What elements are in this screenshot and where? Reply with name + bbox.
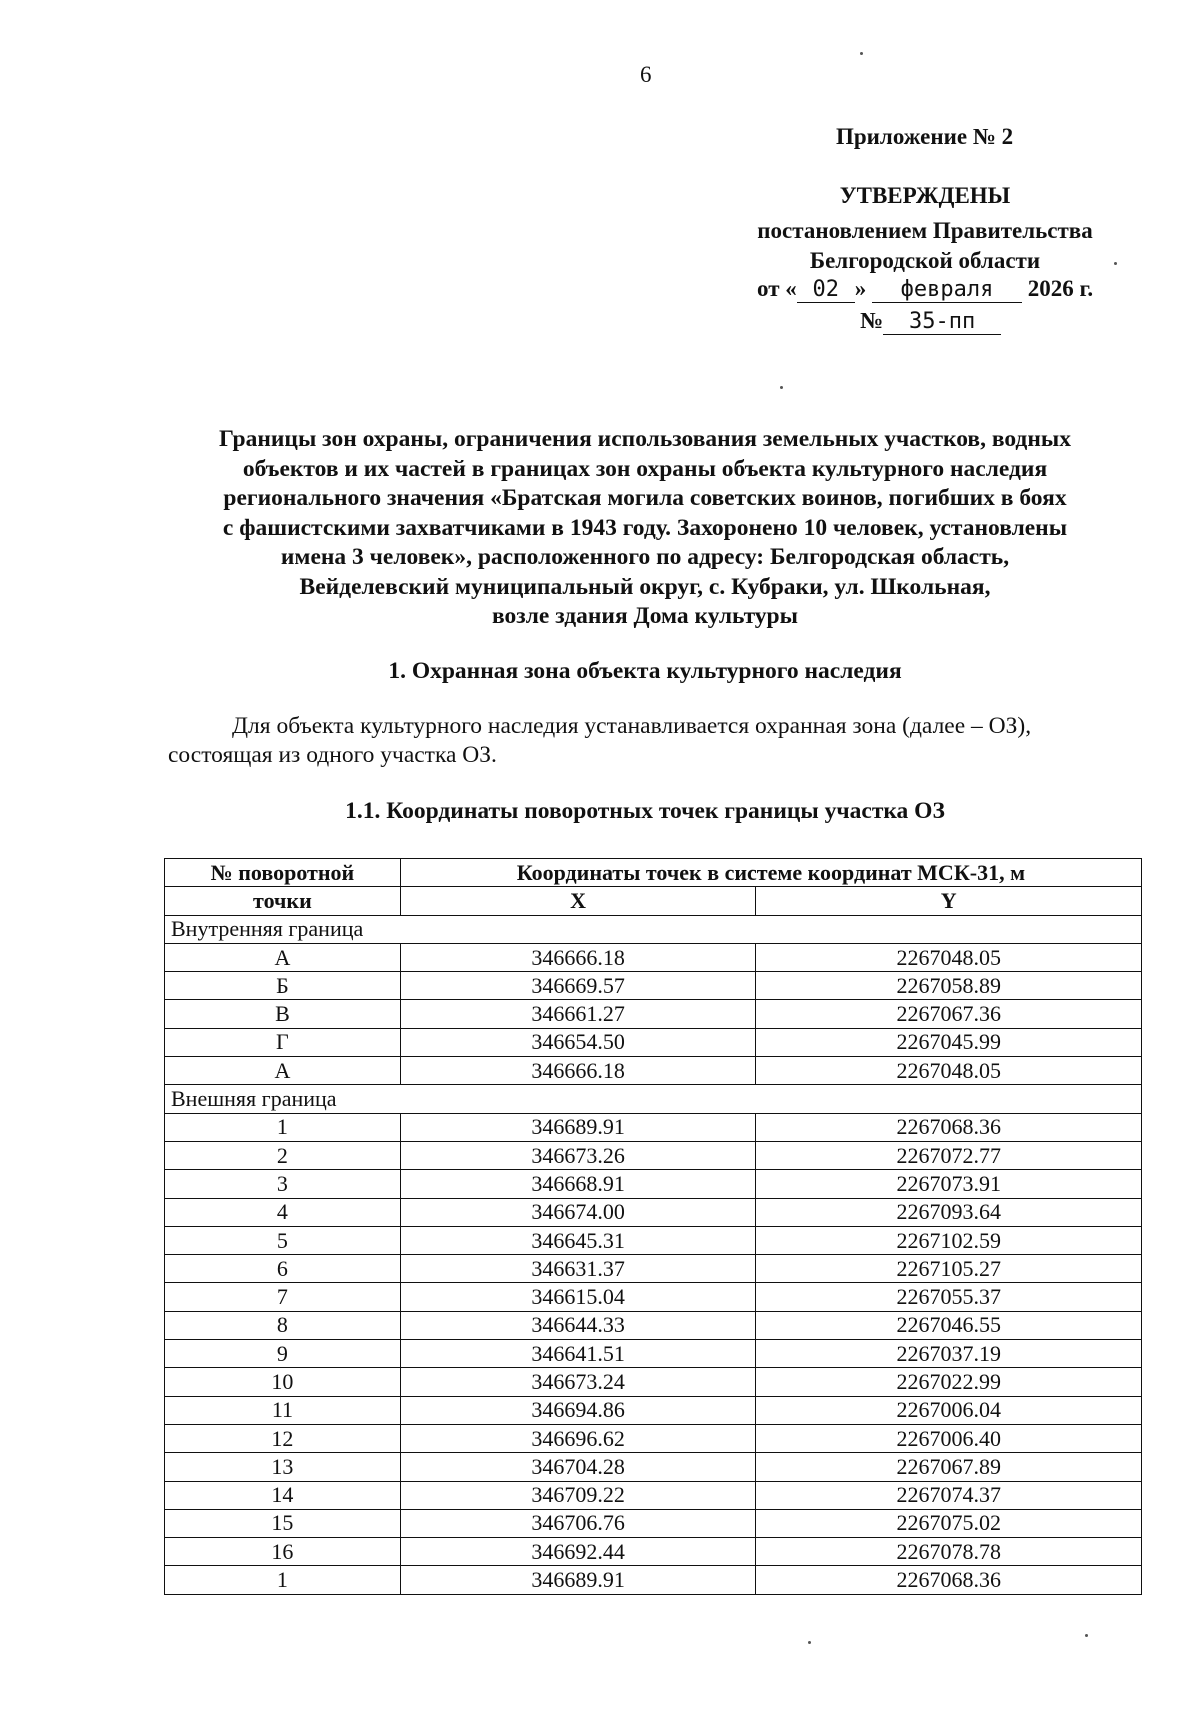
x-cell: 346704.28 bbox=[400, 1453, 756, 1481]
paragraph-line-2: состоящая из одного участка ОЗ. bbox=[168, 742, 497, 768]
section-name-cell: Внутренняя граница bbox=[165, 915, 1142, 943]
x-cell: 346674.00 bbox=[400, 1198, 756, 1226]
point-cell: 6 bbox=[165, 1255, 401, 1283]
table-row bbox=[165, 1396, 1142, 1424]
document-title bbox=[150, 425, 1140, 632]
x-cell: 346666.18 bbox=[400, 943, 756, 971]
date-month: февраля bbox=[872, 278, 1022, 303]
section-row bbox=[165, 915, 1142, 943]
header-y-cell: Y bbox=[756, 887, 1142, 915]
title-line: Границы зон охраны, ограничения использования земельных участков, водных bbox=[219, 426, 1071, 452]
y-cell: 2267078.78 bbox=[756, 1538, 1142, 1566]
y-cell: 2267022.99 bbox=[756, 1368, 1142, 1396]
header-coords-cell: Координаты точек в системе координат МСК-31, м bbox=[400, 859, 1141, 887]
x-cell: 346709.22 bbox=[400, 1481, 756, 1509]
y-cell: 2267067.89 bbox=[756, 1453, 1142, 1481]
y-cell: 2267075.02 bbox=[756, 1509, 1142, 1537]
title-line: регионального значения «Братская могила советских воинов, погибших в боях bbox=[223, 485, 1067, 511]
point-cell: 4 bbox=[165, 1198, 401, 1226]
point-cell: Г bbox=[165, 1028, 401, 1056]
x-cell: 346694.86 bbox=[400, 1396, 756, 1424]
y-cell: 2267105.27 bbox=[756, 1255, 1142, 1283]
table-row bbox=[165, 1340, 1142, 1368]
table-row bbox=[165, 1481, 1142, 1509]
point-cell: 1 bbox=[165, 1566, 401, 1594]
y-cell: 2267067.36 bbox=[756, 1000, 1142, 1028]
title-line: с фашистскими захватчиками в 1943 году. Захоронено 10 человек, установлены bbox=[222, 514, 1068, 541]
y-cell: 2267093.64 bbox=[756, 1198, 1142, 1226]
header-point-cell: № поворотной bbox=[165, 859, 401, 887]
y-cell: 2267048.05 bbox=[756, 1057, 1142, 1085]
table-row bbox=[165, 1141, 1142, 1169]
point-cell: 5 bbox=[165, 1226, 401, 1254]
title-line: возле здания Дома культуры bbox=[492, 603, 798, 629]
scan-speck bbox=[1085, 1634, 1088, 1637]
table-row bbox=[165, 1170, 1142, 1198]
header-point-cell-2: точки bbox=[165, 887, 401, 915]
x-cell: 346668.91 bbox=[400, 1170, 756, 1198]
y-cell: 2267045.99 bbox=[756, 1028, 1142, 1056]
table-row bbox=[165, 1566, 1142, 1594]
header-x-cell: X bbox=[400, 887, 756, 915]
approval-date bbox=[757, 276, 1093, 303]
x-cell: 346673.26 bbox=[400, 1141, 756, 1169]
y-cell: 2267006.40 bbox=[756, 1424, 1142, 1452]
x-cell: 346689.91 bbox=[400, 1113, 756, 1141]
y-cell: 2267068.36 bbox=[756, 1566, 1142, 1594]
x-cell: 346692.44 bbox=[400, 1538, 756, 1566]
x-cell: 346689.91 bbox=[400, 1566, 756, 1594]
point-cell: 3 bbox=[165, 1170, 401, 1198]
point-cell: 12 bbox=[165, 1424, 401, 1452]
table-row bbox=[165, 1283, 1142, 1311]
y-cell: 2267102.59 bbox=[756, 1226, 1142, 1254]
scan-speck bbox=[1114, 262, 1117, 265]
x-cell: 346615.04 bbox=[400, 1283, 756, 1311]
coordinates-table bbox=[164, 858, 1142, 1595]
table-row bbox=[165, 1509, 1142, 1537]
x-cell: 346666.18 bbox=[400, 1057, 756, 1085]
point-cell: 16 bbox=[165, 1538, 401, 1566]
y-cell: 2267073.91 bbox=[756, 1170, 1142, 1198]
y-cell: 2267074.37 bbox=[756, 1481, 1142, 1509]
table-header-row bbox=[165, 859, 1142, 887]
point-cell: 15 bbox=[165, 1509, 401, 1537]
y-cell: 2267068.36 bbox=[756, 1113, 1142, 1141]
section-name-cell: Внешняя граница bbox=[165, 1085, 1142, 1113]
point-cell: 11 bbox=[165, 1396, 401, 1424]
section-1-paragraph bbox=[168, 712, 1140, 770]
table-row bbox=[165, 1000, 1142, 1028]
x-cell: 346706.76 bbox=[400, 1509, 756, 1537]
point-cell: А bbox=[165, 1057, 401, 1085]
point-cell: 13 bbox=[165, 1453, 401, 1481]
y-cell: 2267006.04 bbox=[756, 1396, 1142, 1424]
x-cell: 346654.50 bbox=[400, 1028, 756, 1056]
point-cell: 1 bbox=[165, 1113, 401, 1141]
x-cell: 346661.27 bbox=[400, 1000, 756, 1028]
scan-speck bbox=[860, 52, 863, 55]
date-day: 02 bbox=[797, 278, 855, 303]
table-row bbox=[165, 972, 1142, 1000]
point-cell: 8 bbox=[165, 1311, 401, 1339]
section-1-heading: 1. Охранная зона объекта культурного наследия bbox=[388, 658, 902, 684]
scan-speck bbox=[808, 1641, 811, 1644]
appendix-label: Приложение № 2 bbox=[836, 124, 1014, 149]
point-cell: В bbox=[165, 1000, 401, 1028]
approval-line-2: Белгородской области bbox=[809, 248, 1041, 273]
table-header-row bbox=[165, 887, 1142, 915]
x-cell: 346641.51 bbox=[400, 1340, 756, 1368]
x-cell: 346644.33 bbox=[400, 1311, 756, 1339]
y-cell: 2267046.55 bbox=[756, 1311, 1142, 1339]
point-cell: А bbox=[165, 943, 401, 971]
y-cell: 2267072.77 bbox=[756, 1141, 1142, 1169]
point-cell: 10 bbox=[165, 1368, 401, 1396]
point-cell: 9 bbox=[165, 1340, 401, 1368]
table-row bbox=[165, 1028, 1142, 1056]
number-value: 35-пп bbox=[883, 310, 1001, 335]
x-cell: 346645.31 bbox=[400, 1226, 756, 1254]
date-mid: » bbox=[854, 276, 867, 301]
section-row bbox=[165, 1085, 1142, 1113]
approval-line-1: постановлением Правительства bbox=[757, 218, 1093, 243]
table-row bbox=[165, 1538, 1142, 1566]
title-line: Вейделевский муниципальный округ, с. Кубраки, ул. Школьная, bbox=[299, 573, 991, 600]
number-prefix: № bbox=[860, 308, 884, 333]
title-line: имена 3 человек», расположенного по адресу: Белгородская область, bbox=[280, 544, 1010, 570]
page-number: 6 bbox=[640, 62, 652, 87]
table-row bbox=[165, 1424, 1142, 1452]
y-cell: 2267055.37 bbox=[756, 1283, 1142, 1311]
y-cell: 2267048.05 bbox=[756, 943, 1142, 971]
y-cell: 2267037.19 bbox=[756, 1340, 1142, 1368]
approval-heading: УТВЕРЖДЕНЫ bbox=[839, 183, 1011, 208]
table-row bbox=[165, 1368, 1142, 1396]
subsection-heading: 1.1. Координаты поворотных точек границы участка ОЗ bbox=[345, 798, 945, 824]
x-cell: 346673.24 bbox=[400, 1368, 756, 1396]
point-cell: 14 bbox=[165, 1481, 401, 1509]
point-cell: 2 bbox=[165, 1141, 401, 1169]
table-row bbox=[165, 1113, 1142, 1141]
y-cell: 2267058.89 bbox=[756, 972, 1142, 1000]
x-cell: 346669.57 bbox=[400, 972, 756, 1000]
table-row bbox=[165, 1226, 1142, 1254]
approval-number bbox=[860, 308, 1001, 335]
table-row bbox=[165, 1255, 1142, 1283]
table-row bbox=[165, 1057, 1142, 1085]
title-line: объектов и их частей в границах зон охраны объекта культурного наследия bbox=[242, 455, 1048, 482]
date-prefix: от « bbox=[757, 276, 797, 301]
table-row bbox=[165, 1198, 1142, 1226]
point-cell: Б bbox=[165, 972, 401, 1000]
date-year: 2026 г. bbox=[1027, 276, 1094, 301]
paragraph-line-1: Для объекта культурного наследия устанавливается охранная зона (далее – ОЗ), bbox=[232, 713, 1032, 739]
table-row bbox=[165, 943, 1142, 971]
scan-speck bbox=[780, 386, 783, 389]
table-row bbox=[165, 1311, 1142, 1339]
x-cell: 346696.62 bbox=[400, 1424, 756, 1452]
x-cell: 346631.37 bbox=[400, 1255, 756, 1283]
table-row bbox=[165, 1453, 1142, 1481]
point-cell: 7 bbox=[165, 1283, 401, 1311]
